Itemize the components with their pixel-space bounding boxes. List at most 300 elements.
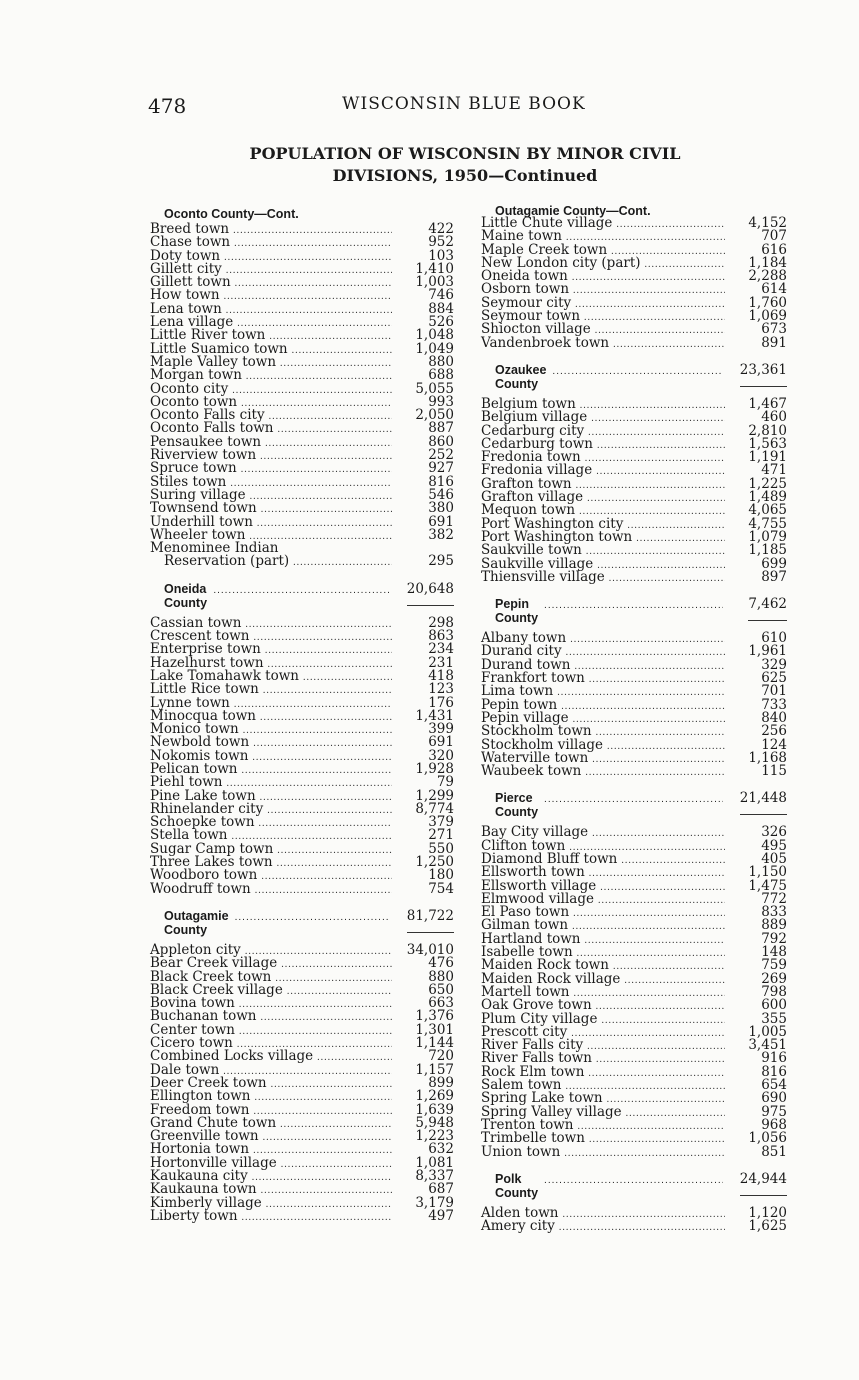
row-value: 816: [761, 1063, 787, 1080]
row-value: 1,625: [748, 1218, 787, 1235]
county-name: Pepin County: [495, 597, 539, 626]
row-value: 699: [761, 555, 787, 572]
row-name: Lima town: [481, 683, 554, 700]
county-heading-outagamie-cont: Outagamie County—Cont.: [495, 204, 651, 218]
county-heading-polk: [481, 1170, 787, 1200]
row-value: 1,639: [415, 1101, 454, 1118]
county-heading-ozaukee: [481, 361, 787, 391]
row-name: Nokomis town: [150, 747, 249, 764]
row-name: Cedarburg town: [481, 435, 593, 452]
right-column: [481, 205, 787, 1233]
row-name: Port Washington city: [481, 515, 624, 532]
row-name: Little Suamico town: [150, 340, 288, 357]
row-value: 1,410: [415, 260, 454, 277]
left-column: [150, 205, 454, 1223]
row-name: Underhill town: [150, 513, 253, 530]
row-name: Maiden Rock village: [481, 970, 621, 987]
county-list-oconto: [150, 223, 454, 542]
row-value: 497: [428, 1207, 454, 1224]
row-name: Gilman town: [481, 917, 569, 934]
row-value: 1,184: [748, 254, 787, 271]
row-value: 707: [761, 228, 787, 245]
row-name: Seymour city: [481, 294, 572, 311]
row-name: Durand town: [481, 656, 571, 673]
title-line-2: DIVISIONS, 1950—Continued: [332, 166, 598, 185]
county-name: Oneida County: [164, 581, 208, 610]
row-value: 422: [428, 221, 454, 237]
row-name: Enterprise town: [150, 641, 261, 658]
row-value: 772: [761, 890, 787, 907]
row-name: Belgium village: [481, 409, 588, 426]
row-value: 754: [428, 880, 454, 897]
row-name: Dale town: [150, 1061, 220, 1078]
row-name: Maine town: [481, 228, 562, 245]
row-name: Fredonia town: [481, 449, 581, 466]
row-value: 2,810: [748, 422, 787, 439]
row-value: 687: [428, 1181, 454, 1198]
row-value: 1,475: [748, 877, 787, 894]
row-value: 550: [428, 840, 454, 857]
row-name: Trenton town: [481, 1116, 574, 1133]
row-value: 3,179: [415, 1194, 454, 1211]
row-name: Stiles town: [150, 473, 227, 490]
row-name: Oak Grove town: [481, 997, 592, 1014]
county-heading-oneida: [150, 580, 454, 610]
row-value: 1,005: [748, 1023, 787, 1040]
row-value: 405: [761, 850, 787, 867]
row-name: Piehl town: [150, 774, 223, 791]
row-value: 1,049: [415, 340, 454, 357]
row-name: Seymour town: [481, 308, 581, 325]
row-name: Stella town: [150, 827, 228, 844]
row-value: 691: [428, 513, 454, 530]
table-row: [481, 568, 787, 585]
row-value: 1,168: [748, 749, 787, 766]
row-name: Chase town: [150, 234, 231, 251]
row-name: Black Creek town: [150, 968, 272, 985]
county-list-outagamie: [150, 941, 454, 1224]
row-value: 798: [761, 983, 787, 1000]
row-value: 1,269: [415, 1088, 454, 1105]
row-value: 650: [428, 981, 454, 998]
row-value: 1,056: [748, 1130, 787, 1147]
row-value: 180: [428, 867, 454, 884]
county-name: Polk County: [495, 1171, 539, 1200]
row-name: Kimberly village: [150, 1194, 262, 1211]
row-name: Woodruff town: [150, 880, 251, 897]
row-name: Ellsworth town: [481, 864, 585, 881]
row-value: 8,337: [415, 1168, 454, 1184]
row-name: Hortonia town: [150, 1141, 250, 1158]
row-name: Pensaukee town: [150, 433, 262, 450]
row-name: Gillett town: [150, 274, 231, 291]
row-value: 256: [761, 723, 787, 740]
row-value: 1,299: [415, 787, 454, 804]
row-value: 5,055: [415, 380, 454, 397]
row-name: Schoepke town: [150, 814, 255, 831]
row-value: 1,250: [415, 854, 454, 871]
row-name: Stockholm town: [481, 723, 592, 740]
county-list-ozaukee: [481, 395, 787, 585]
row-name: Oconto city: [150, 380, 229, 397]
row-name: Minocqua town: [150, 707, 257, 724]
row-value: 860: [428, 433, 454, 450]
page-title: [180, 143, 750, 187]
row-value: 526: [428, 314, 454, 331]
row-name: Deer Creek town: [150, 1074, 267, 1091]
row-name: Suring village: [150, 486, 246, 503]
county-list-outagamie-cont: [481, 217, 787, 350]
row-value: 252: [428, 447, 454, 464]
row-name: Wheeler town: [150, 526, 246, 543]
row-value: 1,489: [748, 489, 787, 506]
row-value: 8,774: [415, 800, 454, 817]
row-value: 1,225: [748, 475, 787, 492]
table-row: [481, 334, 787, 351]
row-name: Shiocton village: [481, 321, 591, 338]
row-value: 851: [761, 1143, 787, 1160]
county-total: 23,361: [740, 362, 787, 387]
row-name: Lena town: [150, 300, 222, 317]
county-name: Pierce County: [495, 791, 539, 820]
row-value: 2,050: [415, 407, 454, 424]
row-value: 891: [761, 334, 787, 351]
row-name: Grand Chute town: [150, 1114, 277, 1131]
row-name: Freedom town: [150, 1101, 250, 1118]
row-value: 968: [761, 1116, 787, 1133]
row-value: 691: [428, 734, 454, 751]
row-name: Oconto Falls town: [150, 420, 274, 437]
row-value: 1,431: [415, 707, 454, 724]
row-value: 495: [761, 837, 787, 854]
row-value: 884: [428, 300, 454, 317]
row-name: Port Washington town: [481, 528, 633, 545]
county-total: 21,448: [740, 790, 787, 815]
row-name: Spruce town: [150, 460, 237, 477]
row-name: Riverview town: [150, 447, 257, 464]
row-name: Kaukauna town: [150, 1181, 257, 1198]
row-value: 625: [761, 670, 787, 687]
row-name: Oneida town: [481, 268, 568, 285]
county-list-oneida: [150, 614, 454, 897]
row-value: 79: [436, 774, 454, 791]
row-value: 1,081: [415, 1154, 454, 1171]
row-value: 418: [428, 667, 454, 684]
row-name: Elmwood village: [481, 890, 594, 907]
row-name: Isabelle town: [481, 944, 573, 961]
row-value: 610: [761, 630, 787, 647]
row-name: Reservation (part): [164, 553, 290, 570]
row-name: Three Lakes town: [150, 854, 273, 871]
row-value: 234: [428, 641, 454, 658]
row-name: Cedarburg city: [481, 422, 585, 439]
row-value: 329: [761, 656, 787, 673]
row-name: Combined Locks village: [150, 1048, 314, 1065]
row-name: Waterville town: [481, 749, 589, 766]
row-value: 379: [428, 814, 454, 831]
row-value: 863: [428, 628, 454, 645]
row-name: Waubeek town: [481, 763, 582, 780]
row-name: Townsend town: [150, 500, 257, 517]
row-value: 326: [761, 824, 787, 841]
row-value: 746: [428, 287, 454, 304]
row-value: 1,144: [415, 1035, 454, 1052]
row-value: 792: [761, 930, 787, 947]
row-name: Liberty town: [150, 1207, 238, 1224]
row-value: 1,079: [748, 528, 787, 545]
county-list-pierce: [481, 826, 787, 1158]
row-value: 4,152: [748, 215, 787, 231]
row-value: 124: [761, 736, 787, 753]
row-name: Diamond Bluff town: [481, 850, 618, 867]
row-name: Ellington town: [150, 1088, 251, 1105]
row-name: Appleton city: [150, 941, 241, 958]
row-name: Pepin village: [481, 709, 569, 726]
table-row: [481, 1220, 787, 1233]
row-name: Saukville town: [481, 542, 582, 559]
row-value: 476: [428, 955, 454, 972]
county-total: 20,648: [407, 581, 454, 606]
running-head: WISCONSIN BLUE BOOK: [342, 94, 586, 114]
county-heading-pepin: [481, 596, 787, 626]
row-value: 295: [428, 553, 454, 570]
row-value: 720: [428, 1048, 454, 1065]
row-value: 690: [761, 1090, 787, 1107]
row-value: 952: [428, 234, 454, 251]
row-name: Pepin town: [481, 696, 558, 713]
row-value: 1,003: [415, 274, 454, 291]
row-value: 1,301: [415, 1021, 454, 1038]
row-name: Vandenbroek town: [481, 334, 610, 351]
row-value: 1,563: [748, 435, 787, 452]
row-name: Center town: [150, 1021, 235, 1038]
row-name: Lena village: [150, 314, 234, 331]
row-value: 993: [428, 393, 454, 410]
row-value: 600: [761, 997, 787, 1014]
row-name: Black Creek village: [150, 981, 283, 998]
row-value: 654: [761, 1077, 787, 1094]
row-name: Gillett city: [150, 260, 222, 277]
table-row: [150, 555, 454, 568]
row-name: Mequon town: [481, 502, 576, 519]
row-value: 673: [761, 321, 787, 338]
row-name: Doty town: [150, 247, 221, 264]
row-value: 889: [761, 917, 787, 934]
row-value: 1,760: [748, 294, 787, 311]
row-name: Little River town: [150, 327, 266, 344]
row-name: New London city (part): [481, 254, 641, 271]
row-value: 1,048: [415, 327, 454, 344]
row-value: 1,961: [748, 643, 787, 660]
row-name: Trimbelle town: [481, 1130, 585, 1147]
row-name: Plum City village: [481, 1010, 598, 1027]
row-value: 355: [761, 1010, 787, 1027]
row-name: Bear Creek village: [150, 955, 278, 972]
row-value: 399: [428, 721, 454, 738]
row-value: 1,157: [415, 1061, 454, 1078]
row-name: Greenville town: [150, 1128, 259, 1145]
row-value: 916: [761, 1050, 787, 1067]
row-value: 271: [428, 827, 454, 844]
row-value: 460: [761, 409, 787, 426]
county-total: 7,462: [748, 596, 787, 621]
row-value: 471: [761, 462, 787, 479]
table-row: [481, 765, 787, 778]
row-value: 4,065: [748, 502, 787, 519]
row-name: Maple Valley town: [150, 353, 277, 370]
row-name: Little Rice town: [150, 681, 259, 698]
row-value: 546: [428, 486, 454, 503]
row-value: 1,185: [748, 542, 787, 559]
row-name: River Falls city: [481, 1037, 584, 1054]
row-value: 382: [428, 526, 454, 543]
row-name: Rock Elm town: [481, 1063, 585, 1080]
row-value: 1,467: [748, 395, 787, 412]
row-name: Oconto town: [150, 393, 238, 410]
row-value: 616: [761, 241, 787, 258]
row-name: Grafton village: [481, 489, 584, 506]
row-value: 880: [428, 968, 454, 985]
row-name: Clifton town: [481, 837, 566, 854]
row-name: How town: [150, 287, 220, 304]
row-value: 298: [428, 614, 454, 631]
row-value: 2,288: [748, 268, 787, 285]
row-value: 1,150: [748, 864, 787, 881]
row-name: Osborn town: [481, 281, 570, 298]
row-value: 632: [428, 1141, 454, 1158]
row-name: Morgan town: [150, 367, 242, 384]
row-value: 1,191: [748, 449, 787, 466]
row-value: 880: [428, 353, 454, 370]
table-row: [150, 880, 454, 897]
row-name: Alden town: [481, 1204, 559, 1221]
row-value: 975: [761, 1103, 787, 1120]
county-name: Ozaukee County: [495, 362, 547, 391]
row-name: Prescott city: [481, 1023, 568, 1040]
row-name: Buchanan town: [150, 1008, 257, 1025]
row-value: 759: [761, 957, 787, 974]
row-value: 320: [428, 747, 454, 764]
row-name: Monico town: [150, 721, 239, 738]
row-name: Cassian town: [150, 614, 242, 631]
row-name: Martell town: [481, 983, 570, 1000]
row-value: 887: [428, 420, 454, 437]
county-list-pepin: [481, 632, 787, 778]
county-list-polk: [481, 1204, 787, 1235]
row-name: Breed town: [150, 221, 230, 237]
row-name: Thiensville village: [481, 568, 605, 585]
county-heading-oconto-cont: Oconto County—Cont.: [164, 207, 299, 221]
row-name: Grafton town: [481, 475, 572, 492]
row-name: Durand city: [481, 643, 562, 660]
row-name: Cicero town: [150, 1035, 233, 1052]
row-value: 5,948: [415, 1114, 454, 1131]
row-name: Belgium town: [481, 395, 576, 412]
row-value: 688: [428, 367, 454, 384]
row-value: 663: [428, 995, 454, 1012]
row-value: 380: [428, 500, 454, 517]
row-name: Saukville village: [481, 555, 594, 572]
row-value: 4,755: [748, 515, 787, 532]
row-name: Hartland town: [481, 930, 581, 947]
row-name: Salem town: [481, 1077, 562, 1094]
row-value: 269: [761, 970, 787, 987]
row-name: Amery city: [481, 1218, 555, 1235]
row-value: 840: [761, 709, 787, 726]
county-total: 81,722: [407, 908, 454, 933]
row-name: El Paso town: [481, 904, 570, 921]
row-value: 816: [428, 473, 454, 490]
row-value: 733: [761, 696, 787, 713]
row-name: Rhinelander city: [150, 800, 264, 817]
row-name: Oconto Falls city: [150, 407, 265, 424]
row-value: 34,010: [406, 941, 454, 958]
row-name: Spring Lake town: [481, 1090, 603, 1107]
row-name: Newbold town: [150, 734, 250, 751]
county-heading-outagamie: [150, 907, 454, 937]
row-value: 123: [428, 681, 454, 698]
row-value: 3,451: [748, 1037, 787, 1054]
row-value: 103: [428, 247, 454, 264]
row-value: 897: [761, 568, 787, 585]
row-value: 1,928: [415, 760, 454, 777]
row-name: Pine Lake town: [150, 787, 256, 804]
row-value: 1,120: [748, 1204, 787, 1221]
row-name: Union town: [481, 1143, 561, 1160]
row-name: Maiden Rock town: [481, 957, 609, 974]
row-name: Maple Creek town: [481, 241, 608, 258]
row-value: 614: [761, 281, 787, 298]
row-name: Pelican town: [150, 760, 238, 777]
row-name: Bay City village: [481, 824, 589, 841]
row-value: 927: [428, 460, 454, 477]
row-value: 231: [428, 654, 454, 671]
row-value: 1,223: [415, 1128, 454, 1145]
row-value: 1,069: [748, 308, 787, 325]
county-name: Outagamie County: [164, 908, 229, 937]
row-name: Hortonville village: [150, 1154, 277, 1171]
row-name: Stockholm village: [481, 736, 604, 753]
row-value: 833: [761, 904, 787, 921]
county-total: 24,944: [740, 1171, 787, 1196]
row-name: Ellsworth village: [481, 877, 597, 894]
row-name: Lynne town: [150, 694, 230, 711]
row-name: Kaukauna city: [150, 1168, 248, 1184]
row-value: 1,376: [415, 1008, 454, 1025]
table-row: [150, 1207, 454, 1224]
row-value: 899: [428, 1074, 454, 1091]
row-name: Spring Valley village: [481, 1103, 622, 1120]
row-name: River Falls town: [481, 1050, 592, 1067]
row-name: Albany town: [481, 630, 567, 647]
title-line-1: POPULATION OF WISCONSIN BY MINOR CIVIL: [249, 144, 681, 163]
row-name: Lake Tomahawk town: [150, 667, 299, 684]
row-name: Bovina town: [150, 995, 235, 1012]
row-name: Frankfort town: [481, 670, 585, 687]
row-name: Sugar Camp town: [150, 840, 274, 857]
row-value: 176: [428, 694, 454, 711]
row-name: Menominee Indian: [150, 540, 279, 557]
row-value: 701: [761, 683, 787, 700]
row-value: 115: [761, 763, 787, 780]
row-name: Fredonia village: [481, 462, 593, 479]
row-name: Little Chute village: [481, 215, 613, 231]
row-name: Hazelhurst town: [150, 654, 264, 671]
row-value: 148: [761, 944, 787, 961]
page-number: 478: [148, 94, 187, 118]
row-name: Woodboro town: [150, 867, 258, 884]
row-name: Crescent town: [150, 628, 250, 645]
